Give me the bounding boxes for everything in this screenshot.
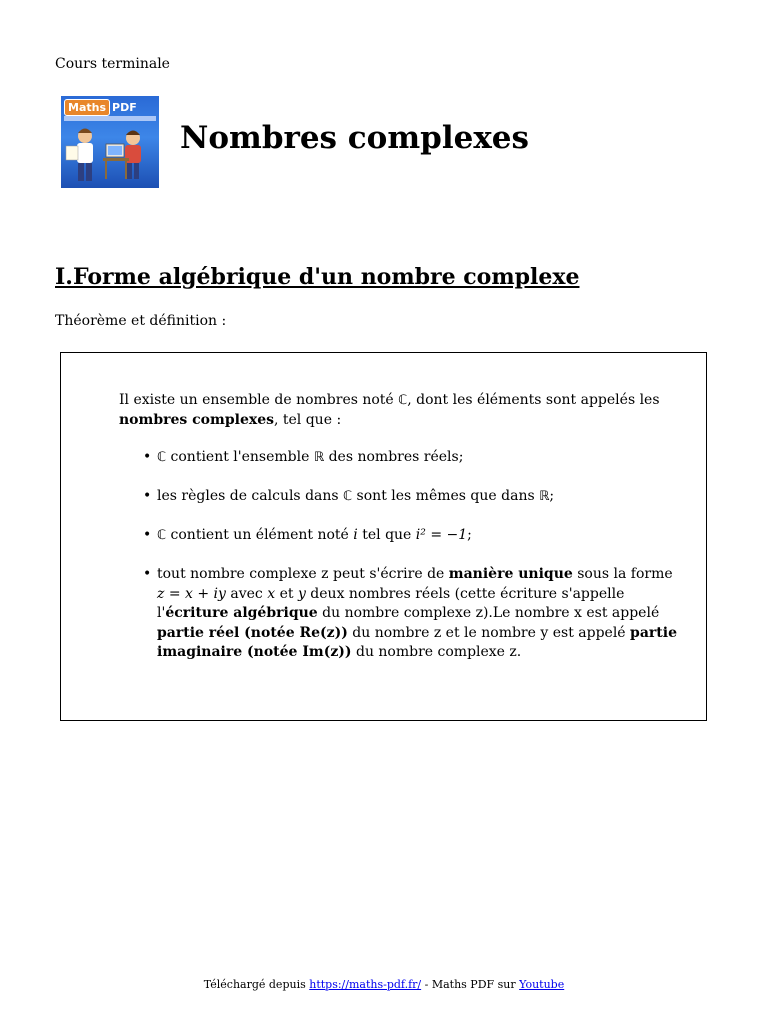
item-text: ; <box>467 527 472 543</box>
footer-text: - Maths PDF sur <box>421 978 520 991</box>
item-text: tel que <box>357 527 416 543</box>
page-title: Nombres complexes <box>180 120 529 156</box>
item-text: tout nombre complexe z peut s'écrire de <box>157 566 449 582</box>
maths-pdf-link[interactable]: https://maths-pdf.fr/ <box>309 978 422 991</box>
list-item <box>157 448 679 468</box>
list-item <box>157 487 679 507</box>
intro-text: Il existe un ensemble de nombres noté <box>119 392 399 408</box>
item-text: du nombre complexe z).Le nombre x est appelé <box>317 605 660 621</box>
logo-illustration <box>61 96 159 188</box>
set-r-symbol: ℝ <box>539 489 550 504</box>
theorem-label: Théorème et définition : <box>55 313 227 329</box>
math-equation: z = x + iy <box>157 585 226 602</box>
bold-term: partie imaginaire (notée Im(z)) <box>157 624 677 660</box>
property-list <box>119 448 679 682</box>
section-heading: I.Forme algébrique d'un nombre complexe <box>55 264 580 290</box>
course-label: Cours terminale <box>55 56 170 72</box>
item-text: les règles de calculs dans <box>157 488 344 504</box>
youtube-link[interactable]: Youtube <box>519 978 565 991</box>
set-c-symbol: ℂ <box>398 393 408 408</box>
page-footer <box>0 978 768 991</box>
intro-text: , dont les éléments sont appelés les <box>407 392 660 408</box>
set-c-symbol: ℂ <box>157 450 167 465</box>
item-text: ; <box>549 488 555 504</box>
list-item <box>157 526 679 546</box>
maths-pdf-logo <box>61 96 159 188</box>
math-x: x <box>267 585 276 602</box>
bold-term: manière unique <box>448 566 573 582</box>
item-text: du nombre z et le nombre y est appelé <box>347 624 631 641</box>
logo-brand-pdf: PDF <box>112 100 137 114</box>
math-i: i <box>353 527 358 543</box>
item-text: contient l'ensemble <box>166 449 314 465</box>
math-equation: i² = −1 <box>415 527 468 543</box>
bold-term: partie réel (notée Re(z)) <box>157 624 348 641</box>
item-text: avec <box>225 585 268 602</box>
math-y: y <box>297 585 306 602</box>
footer-text: Téléchargé depuis <box>203 978 310 991</box>
item-text: sous la forme <box>572 566 673 582</box>
item-text: du nombre complexe z. <box>351 644 522 660</box>
item-text: sont les mêmes que dans <box>352 488 540 504</box>
set-c-symbol: ℂ <box>343 489 353 504</box>
set-c-symbol: ℂ <box>157 528 167 543</box>
definition-intro <box>119 391 679 430</box>
intro-bold-term: nombres complexes <box>119 411 274 428</box>
bold-term: écriture algébrique <box>165 605 318 621</box>
item-text: deux nombres réels (cette écriture s'appelle l' <box>157 585 625 621</box>
logo-brand-maths: Maths <box>64 99 110 116</box>
item-text: contient un élément noté <box>166 527 354 543</box>
list-item <box>157 565 679 663</box>
item-text: des nombres réels; <box>324 449 464 465</box>
item-text: et <box>275 585 298 602</box>
set-r-symbol: ℝ <box>313 450 325 465</box>
intro-text: , tel que : <box>273 411 342 428</box>
